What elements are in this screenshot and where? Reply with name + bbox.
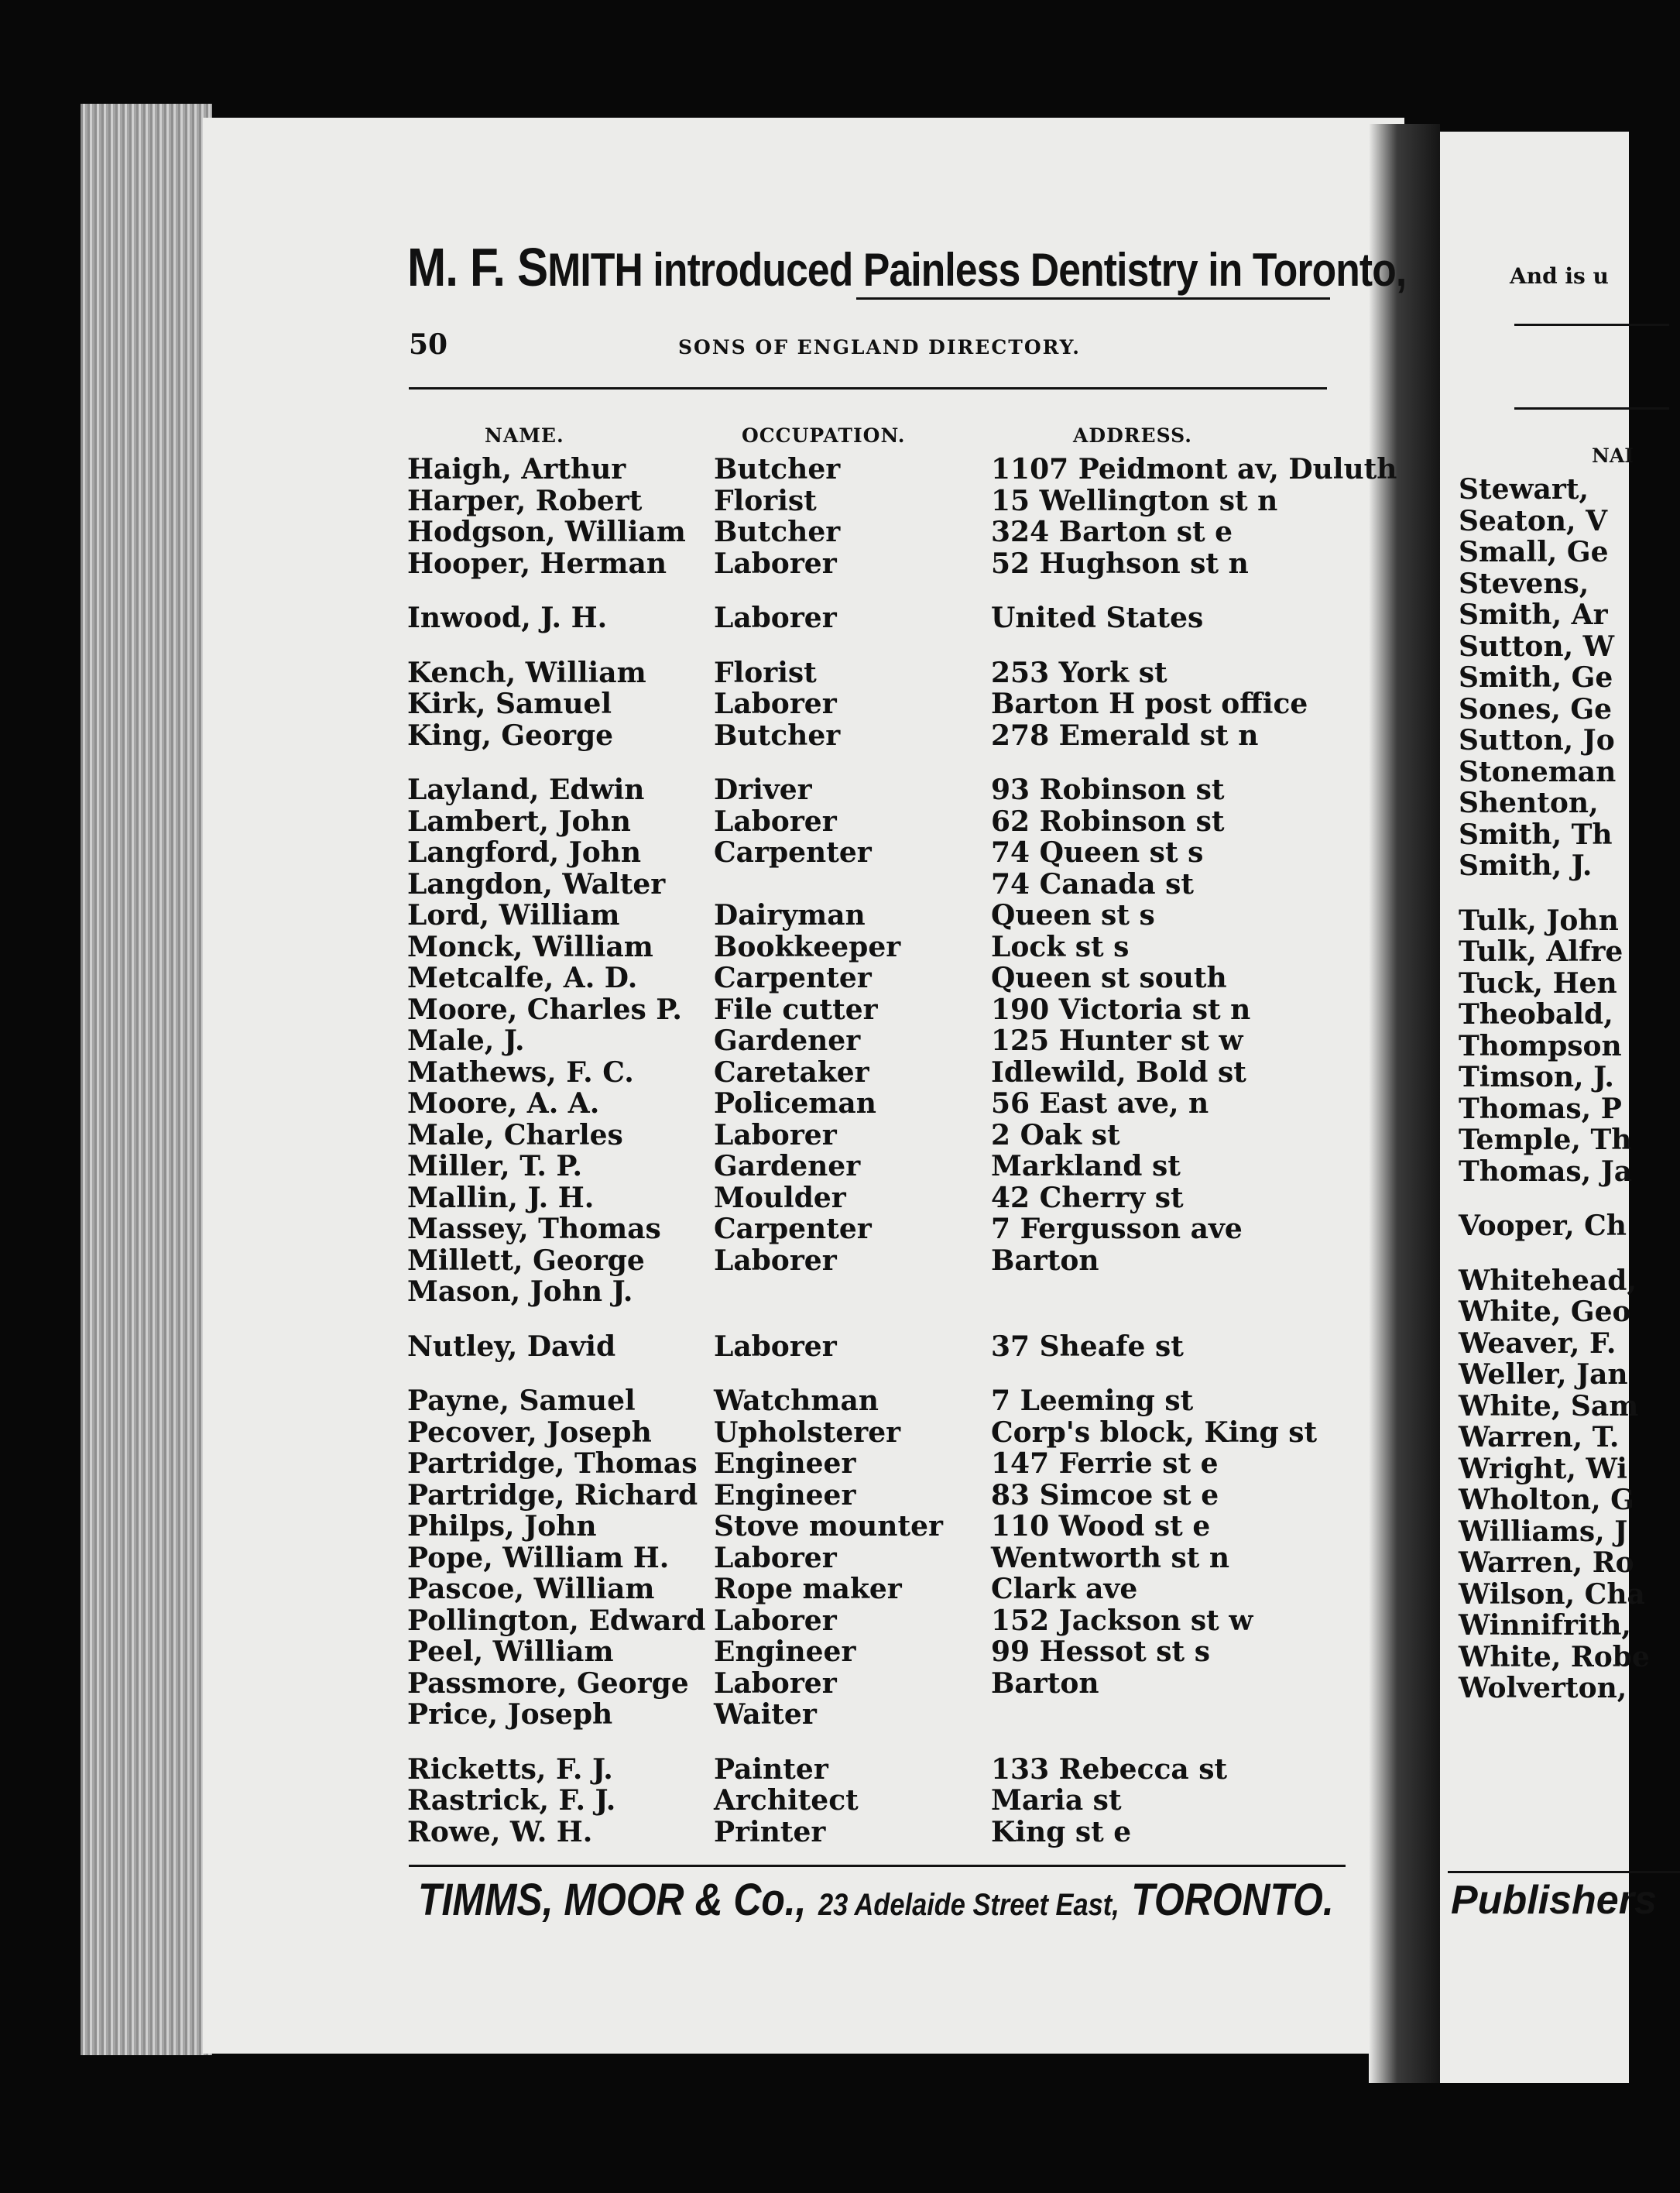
headline-surname: MITH: [547, 244, 643, 296]
entry-address: Idlewild, Bold st: [991, 1055, 1246, 1089]
directory-row: [407, 1213, 1336, 1245]
entry-name: Hodgson, William: [407, 516, 686, 548]
entry-name: Male, J.: [407, 1024, 525, 1057]
entry-name: Haigh, Arthur: [407, 453, 626, 486]
directory-row: [407, 932, 1336, 963]
right-page-entry: Temple, Th: [1459, 1124, 1632, 1156]
right-page-entry: Thomas, Ja: [1459, 1155, 1633, 1188]
entry-occupation: Waiter: [714, 1698, 817, 1731]
directory-row: [407, 548, 1336, 580]
entry-name: Pope, William H.: [407, 1541, 670, 1574]
directory-row: [407, 1574, 1336, 1605]
entry-name: Mathews, F. C.: [407, 1055, 634, 1089]
entry-address: King st e: [991, 1815, 1132, 1848]
directory-row: [407, 453, 1397, 486]
entry-name: Pecover, Joseph: [407, 1416, 652, 1449]
right-page-entry: Timson, J.: [1459, 1061, 1614, 1093]
entry-occupation: Architect: [714, 1784, 859, 1817]
entry-name: Rowe, W. H.: [407, 1815, 593, 1848]
right-page-entry: Seaton, V: [1459, 504, 1608, 537]
directory-row: [407, 1543, 1336, 1574]
entry-address: Clark ave: [991, 1573, 1138, 1605]
right-page-entry: Weller, Jan: [1459, 1358, 1628, 1391]
entry-name: Partridge, Richard: [407, 1478, 698, 1512]
entry-occupation: Moulder: [714, 1181, 846, 1214]
entry-name: Pascoe, William: [407, 1573, 655, 1605]
page-number: 50: [409, 328, 448, 361]
entry-occupation: Policeman: [714, 1087, 876, 1120]
entry-address: Barton: [991, 1244, 1099, 1277]
directory-row: [407, 1668, 1336, 1700]
right-page-entries: [1459, 474, 1650, 1704]
entry-name: King, George: [407, 719, 614, 752]
footer-street: 23 Adelaide Street East,: [818, 1888, 1119, 1922]
entry-address: 93 Robinson st: [991, 774, 1225, 806]
footer-city: TORONTO.: [1131, 1875, 1334, 1925]
directory-row: [407, 1025, 1336, 1057]
entry-address: 110 Wood st e: [991, 1510, 1211, 1543]
entry-name: Lambert, John: [407, 805, 631, 838]
entry-address: Lock st s: [991, 930, 1130, 963]
entry-name: Rastrick, F. J.: [407, 1784, 616, 1817]
entry-occupation: Carpenter: [714, 962, 872, 994]
entry-address: Corp's block, King st: [991, 1416, 1318, 1449]
right-page-column-head: NAI: [1592, 444, 1634, 467]
entry-name: Pollington, Edward: [407, 1604, 706, 1637]
column-header-address: ADDRESS.: [1073, 424, 1192, 447]
entry-address: 52 Hughson st n: [991, 547, 1249, 580]
right-page-footer: Publishers: [1451, 1878, 1657, 1923]
directory-row: [407, 1699, 1336, 1731]
entry-occupation: Watchman: [714, 1385, 879, 1417]
entry-name: Kench, William: [407, 656, 646, 689]
directory-row: [407, 837, 1336, 869]
directory-row: [407, 806, 1336, 838]
entry-name: Peel, William: [407, 1635, 614, 1668]
entry-occupation: Butcher: [714, 516, 841, 548]
entry-name: Male, Charles: [407, 1118, 623, 1151]
entry-name: Moore, Charles P.: [407, 993, 682, 1026]
right-page-entry: Sutton, Jo: [1459, 724, 1615, 757]
directory-row: [407, 657, 1336, 689]
entry-address: Maria st: [991, 1784, 1122, 1817]
right-page-entry: Stevens,: [1459, 567, 1589, 600]
entry-occupation: Butcher: [714, 719, 841, 752]
entry-occupation: Printer: [714, 1815, 826, 1848]
right-page-entry: White, Robe: [1459, 1640, 1650, 1673]
right-page-entry: Theobald,: [1459, 998, 1613, 1031]
entry-address: 15 Wellington st n: [991, 484, 1278, 517]
directory-row: [407, 1182, 1336, 1214]
entry-occupation: Carpenter: [714, 836, 872, 869]
directory-row: [407, 1817, 1336, 1848]
entry-address: 7 Fergusson ave: [991, 1213, 1243, 1245]
entry-address: 74 Queen st s: [991, 836, 1204, 869]
right-page-entry: Weaver, F.: [1459, 1326, 1617, 1360]
right-page-entry: Small, Ge: [1459, 536, 1609, 568]
entry-address: 7 Leeming st: [991, 1385, 1194, 1417]
entry-occupation: Florist: [714, 484, 817, 517]
entry-address: Barton H post office: [991, 688, 1308, 720]
entry-address: 37 Sheafe st: [991, 1330, 1184, 1363]
directory-row: [407, 774, 1336, 806]
entry-occupation: Florist: [714, 656, 817, 689]
directory-row: [407, 900, 1336, 932]
right-page-entry: Tuck, Hen: [1459, 966, 1617, 1000]
entry-occupation: Laborer: [714, 1118, 837, 1151]
entry-address: 253 York st: [991, 656, 1167, 689]
column-header-occupation: OCCUPATION.: [742, 424, 906, 447]
directory-row: [407, 869, 1336, 901]
entry-address: 133 Rebecca st: [991, 1752, 1228, 1786]
directory-row: [407, 1511, 1336, 1543]
directory-row: [407, 994, 1336, 1026]
entry-address: 125 Hunter st w: [991, 1024, 1243, 1057]
directory-row: [407, 1636, 1336, 1668]
entry-name: Ricketts, F. J.: [407, 1752, 613, 1786]
right-page: [1440, 132, 1657, 2083]
footer-firm: TIMMS, MOOR & Co.,: [418, 1875, 807, 1925]
entry-address: 152 Jackson st w: [991, 1604, 1253, 1637]
entry-name: Harper, Robert: [407, 484, 643, 517]
entry-name: Monck, William: [407, 930, 653, 963]
entry-occupation: Dairyman: [714, 899, 866, 932]
right-page-entry: Smith, Ar: [1459, 599, 1608, 631]
directory-row: [407, 1120, 1336, 1151]
right-page-bottom-rule: [1448, 1871, 1680, 1873]
entry-address: 1107 Peidmont av, Duluth: [991, 453, 1397, 486]
right-page-entry: Winnifrith,: [1459, 1609, 1631, 1642]
right-page-entry: Smith, Ge: [1459, 661, 1613, 694]
entry-name: Langdon, Walter: [407, 867, 666, 901]
entry-address: 324 Barton st e: [991, 516, 1233, 548]
entry-name: Payne, Samuel: [407, 1385, 636, 1417]
page-edge: [81, 104, 212, 2055]
right-page-entry: Tulk, John: [1459, 904, 1619, 937]
right-page-entry: Thomas, P: [1459, 1092, 1622, 1125]
directory-row: [407, 1151, 1336, 1182]
directory-row: [407, 1276, 1336, 1308]
entry-occupation: Upholsterer: [714, 1416, 901, 1449]
right-page-entry: Wolverton,: [1459, 1672, 1627, 1704]
right-page-entry: Smith, Th: [1459, 818, 1613, 851]
directory-row: [407, 963, 1336, 994]
right-page-entry: Whitehead,: [1459, 1264, 1637, 1297]
right-page-entry: Stoneman: [1459, 755, 1617, 788]
right-page-entry: Warren, T.: [1459, 1421, 1620, 1453]
right-page-entry: Tulk, Alfre: [1459, 935, 1623, 968]
entry-address: United States: [991, 602, 1204, 634]
right-page-entry: Shenton,: [1459, 787, 1599, 819]
entry-name: Massey, Thomas: [407, 1213, 661, 1245]
entry-occupation: Bookkeeper: [714, 930, 901, 963]
entry-address: Queen st south: [991, 962, 1227, 994]
entry-name: Miller, T. P.: [407, 1150, 583, 1182]
entry-address: 147 Ferrie st e: [991, 1447, 1219, 1480]
directory-row: [407, 1057, 1336, 1089]
entry-occupation: Laborer: [714, 1330, 837, 1363]
entry-occupation: Driver: [714, 774, 812, 806]
entry-occupation: Laborer: [714, 1666, 837, 1700]
entry-occupation: Caretaker: [714, 1055, 869, 1089]
directory-row: [407, 602, 1336, 634]
entry-name: Mason, John J.: [407, 1275, 633, 1308]
right-page-rule: [1514, 324, 1669, 326]
entry-occupation: Laborer: [714, 1541, 837, 1574]
directory-row: [407, 1448, 1336, 1480]
directory-row: [407, 1417, 1336, 1449]
entry-name: Partridge, Thomas: [407, 1447, 698, 1480]
entry-address: Markland st: [991, 1150, 1181, 1182]
entry-occupation: Carpenter: [714, 1213, 872, 1245]
entry-address: 74 Canada st: [991, 867, 1195, 901]
entry-occupation: Stove mounter: [714, 1510, 943, 1543]
directory-row: [407, 1480, 1336, 1512]
entry-name: Layland, Edwin: [407, 774, 645, 806]
headline-initials: M. F. S: [407, 237, 548, 297]
directory-entries: [407, 453, 1397, 1848]
right-page-entry: Warren, Ro: [1459, 1546, 1634, 1579]
running-title: SONS OF ENGLAND DIRECTORY.: [678, 336, 1081, 359]
entry-occupation: Laborer: [714, 547, 837, 580]
entry-address: 62 Robinson st: [991, 805, 1225, 838]
directory-row: [407, 1385, 1336, 1417]
right-page-entry: Wholton, G: [1459, 1484, 1634, 1516]
directory-row: [407, 517, 1336, 548]
entry-address: Wentworth st n: [991, 1541, 1230, 1574]
entry-occupation: Butcher: [714, 453, 841, 486]
entry-occupation: Laborer: [714, 1244, 837, 1277]
entry-address: Queen st s: [991, 899, 1155, 932]
entry-name: Lord, William: [407, 899, 620, 932]
entry-address: 42 Cherry st: [991, 1181, 1184, 1214]
entry-occupation: Engineer: [714, 1635, 856, 1668]
column-header-name: NAME.: [485, 424, 564, 447]
right-page-entry: White, Sam: [1459, 1389, 1639, 1423]
headline-rest: introduced Painless Dentistry in Toronto,: [642, 244, 1407, 296]
entry-occupation: Laborer: [714, 1604, 837, 1637]
entry-address: 99 Hessot st s: [991, 1635, 1210, 1668]
entry-name: Mallin, J. H.: [407, 1181, 595, 1214]
entry-occupation: File cutter: [714, 993, 878, 1026]
directory-row: [407, 1331, 1336, 1363]
entry-occupation: Gardener: [714, 1024, 861, 1057]
entry-name: Langford, John: [407, 836, 642, 869]
entry-name: Metcalfe, A. D.: [407, 962, 638, 994]
entry-name: Nutley, David: [407, 1330, 616, 1363]
entry-address: Barton: [991, 1666, 1099, 1700]
entry-name: Philps, John: [407, 1510, 597, 1543]
right-page-entry: Sutton, W: [1459, 630, 1615, 663]
entry-name: Kirk, Samuel: [407, 688, 612, 720]
directory-row: [407, 688, 1336, 720]
entry-occupation: Engineer: [714, 1447, 856, 1480]
entry-occupation: Engineer: [714, 1478, 856, 1512]
entry-name: Passmore, George: [407, 1666, 689, 1700]
directory-row: [407, 720, 1336, 752]
entry-address: 83 Simcoe st e: [991, 1478, 1219, 1512]
right-page-entry: Thompson: [1459, 1029, 1622, 1062]
book-gutter: [1369, 124, 1440, 2083]
entry-address: 278 Emerald st n: [991, 719, 1259, 752]
directory-row: [407, 1088, 1336, 1120]
entry-address: 56 East ave, n: [991, 1087, 1209, 1120]
entry-address: 2 Oak st: [991, 1118, 1120, 1151]
entry-occupation: Laborer: [714, 602, 837, 634]
headline-underline: [856, 297, 1330, 300]
footer-rule: [409, 1865, 1346, 1867]
right-page-entry: White, Geo: [1459, 1296, 1631, 1328]
entry-name: Millett, George: [407, 1244, 645, 1277]
directory-row: [407, 1754, 1336, 1786]
right-page-entry: Vooper, Ch: [1459, 1210, 1627, 1242]
right-page-entry: Sones, Ge: [1459, 692, 1613, 726]
entry-occupation: Painter: [714, 1752, 828, 1786]
header-rule: [409, 387, 1327, 390]
right-page-entry: Williams, J: [1459, 1515, 1628, 1548]
directory-row: [407, 1605, 1336, 1637]
entry-occupation: Laborer: [714, 805, 837, 838]
right-page-rule: [1514, 407, 1669, 410]
entry-address: 190 Victoria st n: [991, 993, 1251, 1026]
directory-row: [407, 1785, 1336, 1817]
right-page-entry: Wilson, Cha: [1459, 1577, 1645, 1611]
entry-occupation: Gardener: [714, 1150, 861, 1182]
directory-row: [407, 1245, 1336, 1277]
right-page-entry: Smith, J.: [1459, 849, 1593, 882]
publisher-footer: [418, 1874, 1334, 1926]
entry-name: Hooper, Herman: [407, 547, 667, 580]
advert-headline: [407, 236, 1407, 298]
directory-row: [407, 486, 1336, 517]
entry-name: Inwood, J. H.: [407, 602, 608, 634]
right-page-entry: Stewart,: [1459, 473, 1589, 506]
entry-name: Moore, A. A.: [407, 1087, 600, 1120]
right-page-headline: And is u: [1510, 263, 1609, 289]
entry-occupation: Rope maker: [714, 1573, 902, 1605]
entry-name: Price, Joseph: [407, 1698, 613, 1731]
right-page-entry: Wright, Wi: [1459, 1452, 1627, 1485]
entry-occupation: Laborer: [714, 688, 837, 720]
